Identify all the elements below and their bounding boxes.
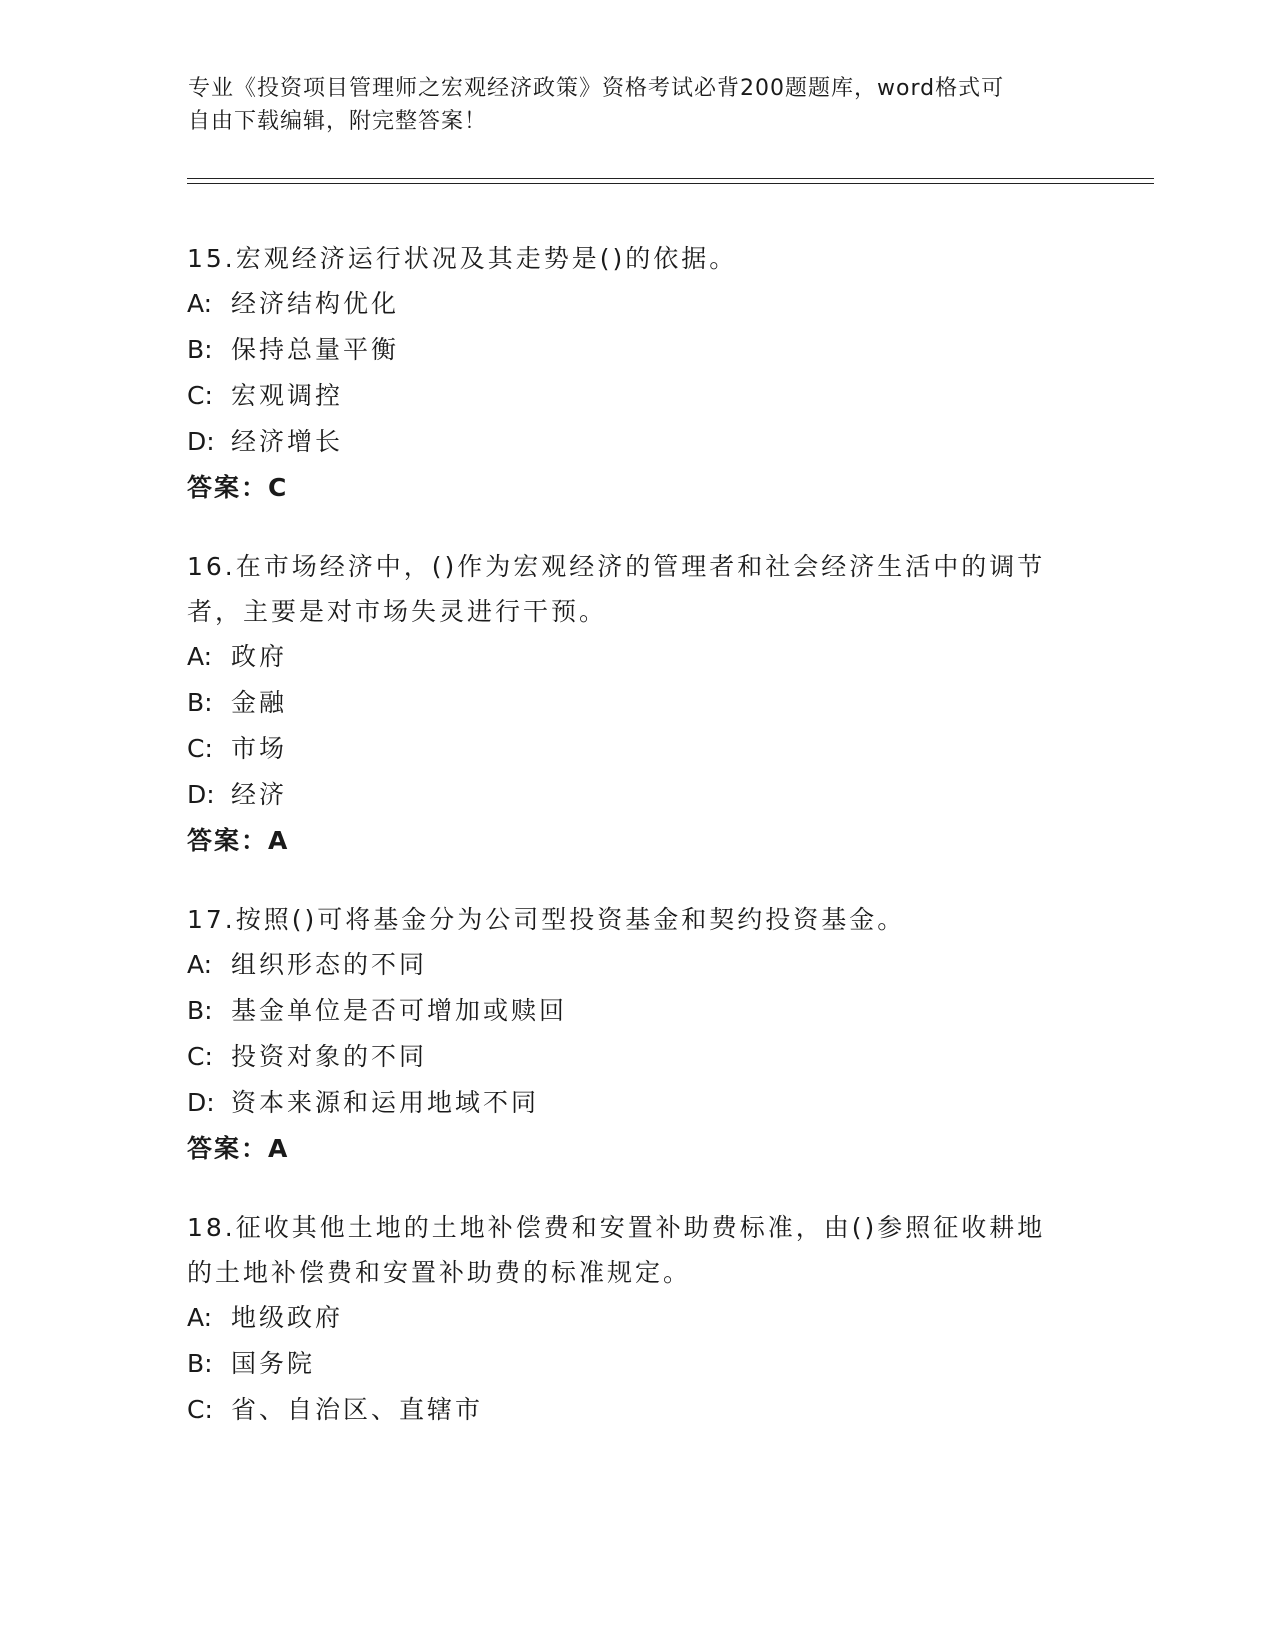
- option-text: 基金单位是否可增加或赎回: [231, 996, 568, 1025]
- option-label: C:: [187, 1042, 213, 1071]
- header-divider-top: [187, 178, 1154, 179]
- option-text: 组织形态的不同: [231, 950, 428, 979]
- header-divider-bottom: [187, 183, 1154, 184]
- option-text: 省、自治区、直辖市: [231, 1395, 484, 1424]
- option-d: [187, 772, 1087, 818]
- option-d: [187, 1080, 1087, 1126]
- option-c: [187, 1034, 1087, 1080]
- answer: 答案：A: [187, 826, 290, 855]
- option-a: [187, 942, 1087, 988]
- question-18: [187, 1205, 1087, 1433]
- option-label: C:: [187, 734, 213, 763]
- header-title-line-2: 自由下载编辑，附完整答案！: [188, 109, 488, 134]
- option-label: C:: [187, 381, 213, 410]
- option-label: B:: [187, 688, 213, 717]
- option-text: 经济增长: [231, 427, 344, 456]
- option-c: [187, 726, 1087, 772]
- option-text: 资本来源和运用地域不同: [231, 1088, 540, 1117]
- question-stem: 17.按照()可将基金分为公司型投资基金和契约投资基金。: [187, 905, 906, 934]
- header-title-line-1: 专业《投资项目管理师之宏观经济政策》资格考试必背200题题库，word格式可: [188, 76, 1005, 101]
- option-b: [187, 327, 1087, 373]
- question-16: [187, 544, 1087, 864]
- option-b: [187, 680, 1087, 726]
- option-d: [187, 419, 1087, 465]
- option-label: B:: [187, 335, 213, 364]
- option-label: A:: [187, 289, 213, 318]
- document-header: [188, 72, 1068, 138]
- option-label: B:: [187, 996, 213, 1025]
- option-c: [187, 373, 1087, 419]
- option-label: D:: [187, 1088, 215, 1117]
- option-b: [187, 988, 1087, 1034]
- question-stem: 的土地补偿费和安置补助费的标准规定。: [187, 1258, 692, 1287]
- question-list: [187, 236, 1087, 1466]
- option-text: 政府: [231, 642, 288, 671]
- option-a: [187, 634, 1087, 680]
- option-text: 金融: [231, 688, 288, 717]
- answer: 答案：A: [187, 1134, 290, 1163]
- option-label: A:: [187, 642, 213, 671]
- option-text: 地级政府: [231, 1303, 344, 1332]
- option-label: D:: [187, 780, 215, 809]
- option-c: [187, 1387, 1087, 1433]
- question-stem: 18.征收其他土地的土地补偿费和安置补助费标准，由()参照征收耕地: [187, 1213, 1046, 1242]
- option-a: [187, 1295, 1087, 1341]
- option-text: 国务院: [231, 1349, 316, 1378]
- option-b: [187, 1341, 1087, 1387]
- option-text: 市场: [231, 734, 288, 763]
- option-a: [187, 281, 1087, 327]
- question-17: [187, 897, 1087, 1172]
- option-text: 经济: [231, 780, 288, 809]
- question-stem: 16.在市场经济中，()作为宏观经济的管理者和社会经济生活中的调节: [187, 552, 1046, 581]
- question-15: [187, 236, 1087, 511]
- answer: 答案：C: [187, 473, 289, 502]
- option-label: C:: [187, 1395, 213, 1424]
- option-text: 经济结构优化: [231, 289, 400, 318]
- question-stem: 者，主要是对市场失灵进行干预。: [187, 597, 608, 626]
- option-label: A:: [187, 1303, 213, 1332]
- question-stem: 15.宏观经济运行状况及其走势是()的依据。: [187, 244, 738, 273]
- option-label: B:: [187, 1349, 213, 1378]
- option-text: 保持总量平衡: [231, 335, 400, 364]
- option-text: 投资对象的不同: [231, 1042, 428, 1071]
- option-text: 宏观调控: [231, 381, 344, 410]
- option-label: D:: [187, 427, 215, 456]
- option-label: A:: [187, 950, 213, 979]
